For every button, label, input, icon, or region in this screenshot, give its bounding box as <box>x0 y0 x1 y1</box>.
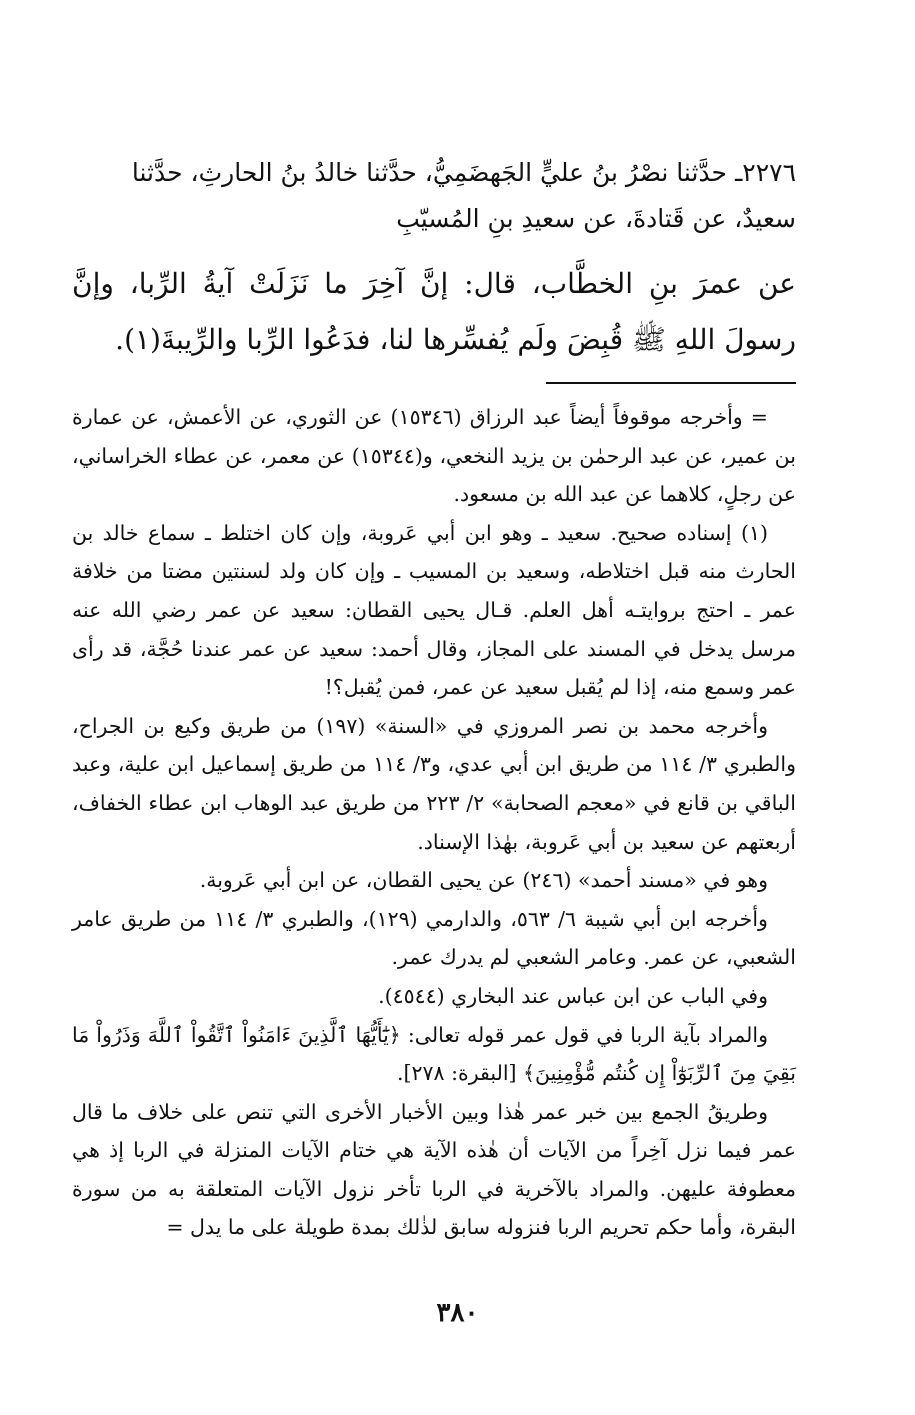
footnotes <box>72 398 796 1247</box>
footnote-paragraph: وأخرجه محمد بن نصر المروزي في «السنة» (١٩٧) من طريق وكيع بن الجراح، والطبري ٣/ ١١٤ من طريق ابن أبي عدي، و٣/ ١١٤ من طريق إسماعيل ابن علية، وعبد الباقي بن قانع في «معجم الصحابة» ٢/ ٢٢٣ من طريق عبد الوهاب ابن عطاء الخفاف، أربعتهم عن سعيد بن أبي عَروبة، بهٰذا الإسناد. <box>72 713 796 854</box>
footnote-paragraph: = وأخرجه موقوفاً أيضاً عبد الرزاق (١٥٣٤٦) عن الثوري، عن الأعمش، عن عمارة بن عمير، عن عبد الرحمٰن بن يزيد النخعي، و(١٥٣٤٤) عن معمر، عن عطاء الخراساني، عن رجلٍ، كلاهما عن عبد الله بن مسعود. <box>72 405 796 507</box>
hadith-isnad <box>72 150 796 242</box>
isnad-line-1: ٢٢٧٦ـ حدَّثنا نصْرُ بنُ عليٍّ الجَهضَمِيُّ، حدَّثنا خالدُ بنُ الحارثِ، حدَّثنا <box>131 158 796 187</box>
hadith-text: عن عمرَ بنِ الخطَّاب، قال: إنَّ آخِرَ ما نَزَلَتْ آيةُ الرِّبا، وإنَّ رسولَ اللهِ ﷺ قُبِضَ ولَم يُفسِّرها لنا، فدَعُوا الرِّبا والرِّيبةَ(١). <box>72 267 796 356</box>
footnote-paragraph: (١) إسناده صحيح. سعيد ـ وهو ابن أبي عَروبة، وإن كان اختلط ـ سماع خالد بن الحارث منه قبل اختلاطه، وسعيد بن المسيب ـ وإن كان ولد لسنتين مضتا من خلافة عمر ـ احتج بروايتـه أهل العلم. قـال يحيى القطان: سعيد عن عمر رضي الله عنه مرسل يدخل في المسند على المجاز، وقال أحمد: سعيد عن عمر عندنا حُجَّة، قد رأى عمر وسمع منه، إذا لم يُقبل سعيد عن عمر، فمن يُقبل؟! <box>72 520 796 700</box>
footnote-paragraph: وفي الباب عن ابن عباس عند البخاري (٤٥٤٤). <box>378 983 768 1008</box>
footnote-paragraph: والمراد بآية الربا في قول عمر قوله تعالى: ﴿يَٰٓأَيُّهَا ٱلَّذِينَ ءَامَنُواْ ٱتَّقُواْ ٱللَّهَ وَذَرُواْ مَا بَقِيَ مِنَ ٱلرِّبَوٰٓاْ إِن كُنتُم مُّؤْمِنِينَ﴾ [البقرة: ٢٧٨]. <box>72 1022 796 1086</box>
footnote-divider <box>546 382 796 384</box>
footnote-paragraph: وطريقُ الجمع بين خبر عمر هٰذا وبين الأخبار الأخرى التي تنص على خلاف ما قال عمر فيما نزل آخِراً من الآيات أن هٰذه الآية هي ختام الآيات المنزلة في الربا إذ هي معطوفة عليهن. والمراد بالآخرية في الربا تأخر نزول الآيات المتعلقة به من سورة البقرة، وأما حكم تحريم الربا فنزوله سابق لذٰلك بمدة طويلة على ما يدل = <box>72 1099 796 1240</box>
page-number: ٣٨٠ <box>436 1298 479 1328</box>
isnad-line-2: سعيدٌ، عن قَتادةَ، عن سعيدِ بنِ المُسيّبِ <box>396 204 796 233</box>
book-page <box>72 150 796 1247</box>
footnote-paragraph: وهو في «مسند أحمد» (٢٤٦) عن يحيى القطان، عن ابن أبي عَروبة. <box>199 868 768 893</box>
footnote-paragraph: وأخرجه ابن أبي شيبة ٦/ ٥٦٣، والدارمي (١٢٩)، والطبري ٣/ ١١٤ من طريق عامر الشعبي، عن عمر. وعامر الشعبي لم يدرك عمر. <box>72 906 796 970</box>
